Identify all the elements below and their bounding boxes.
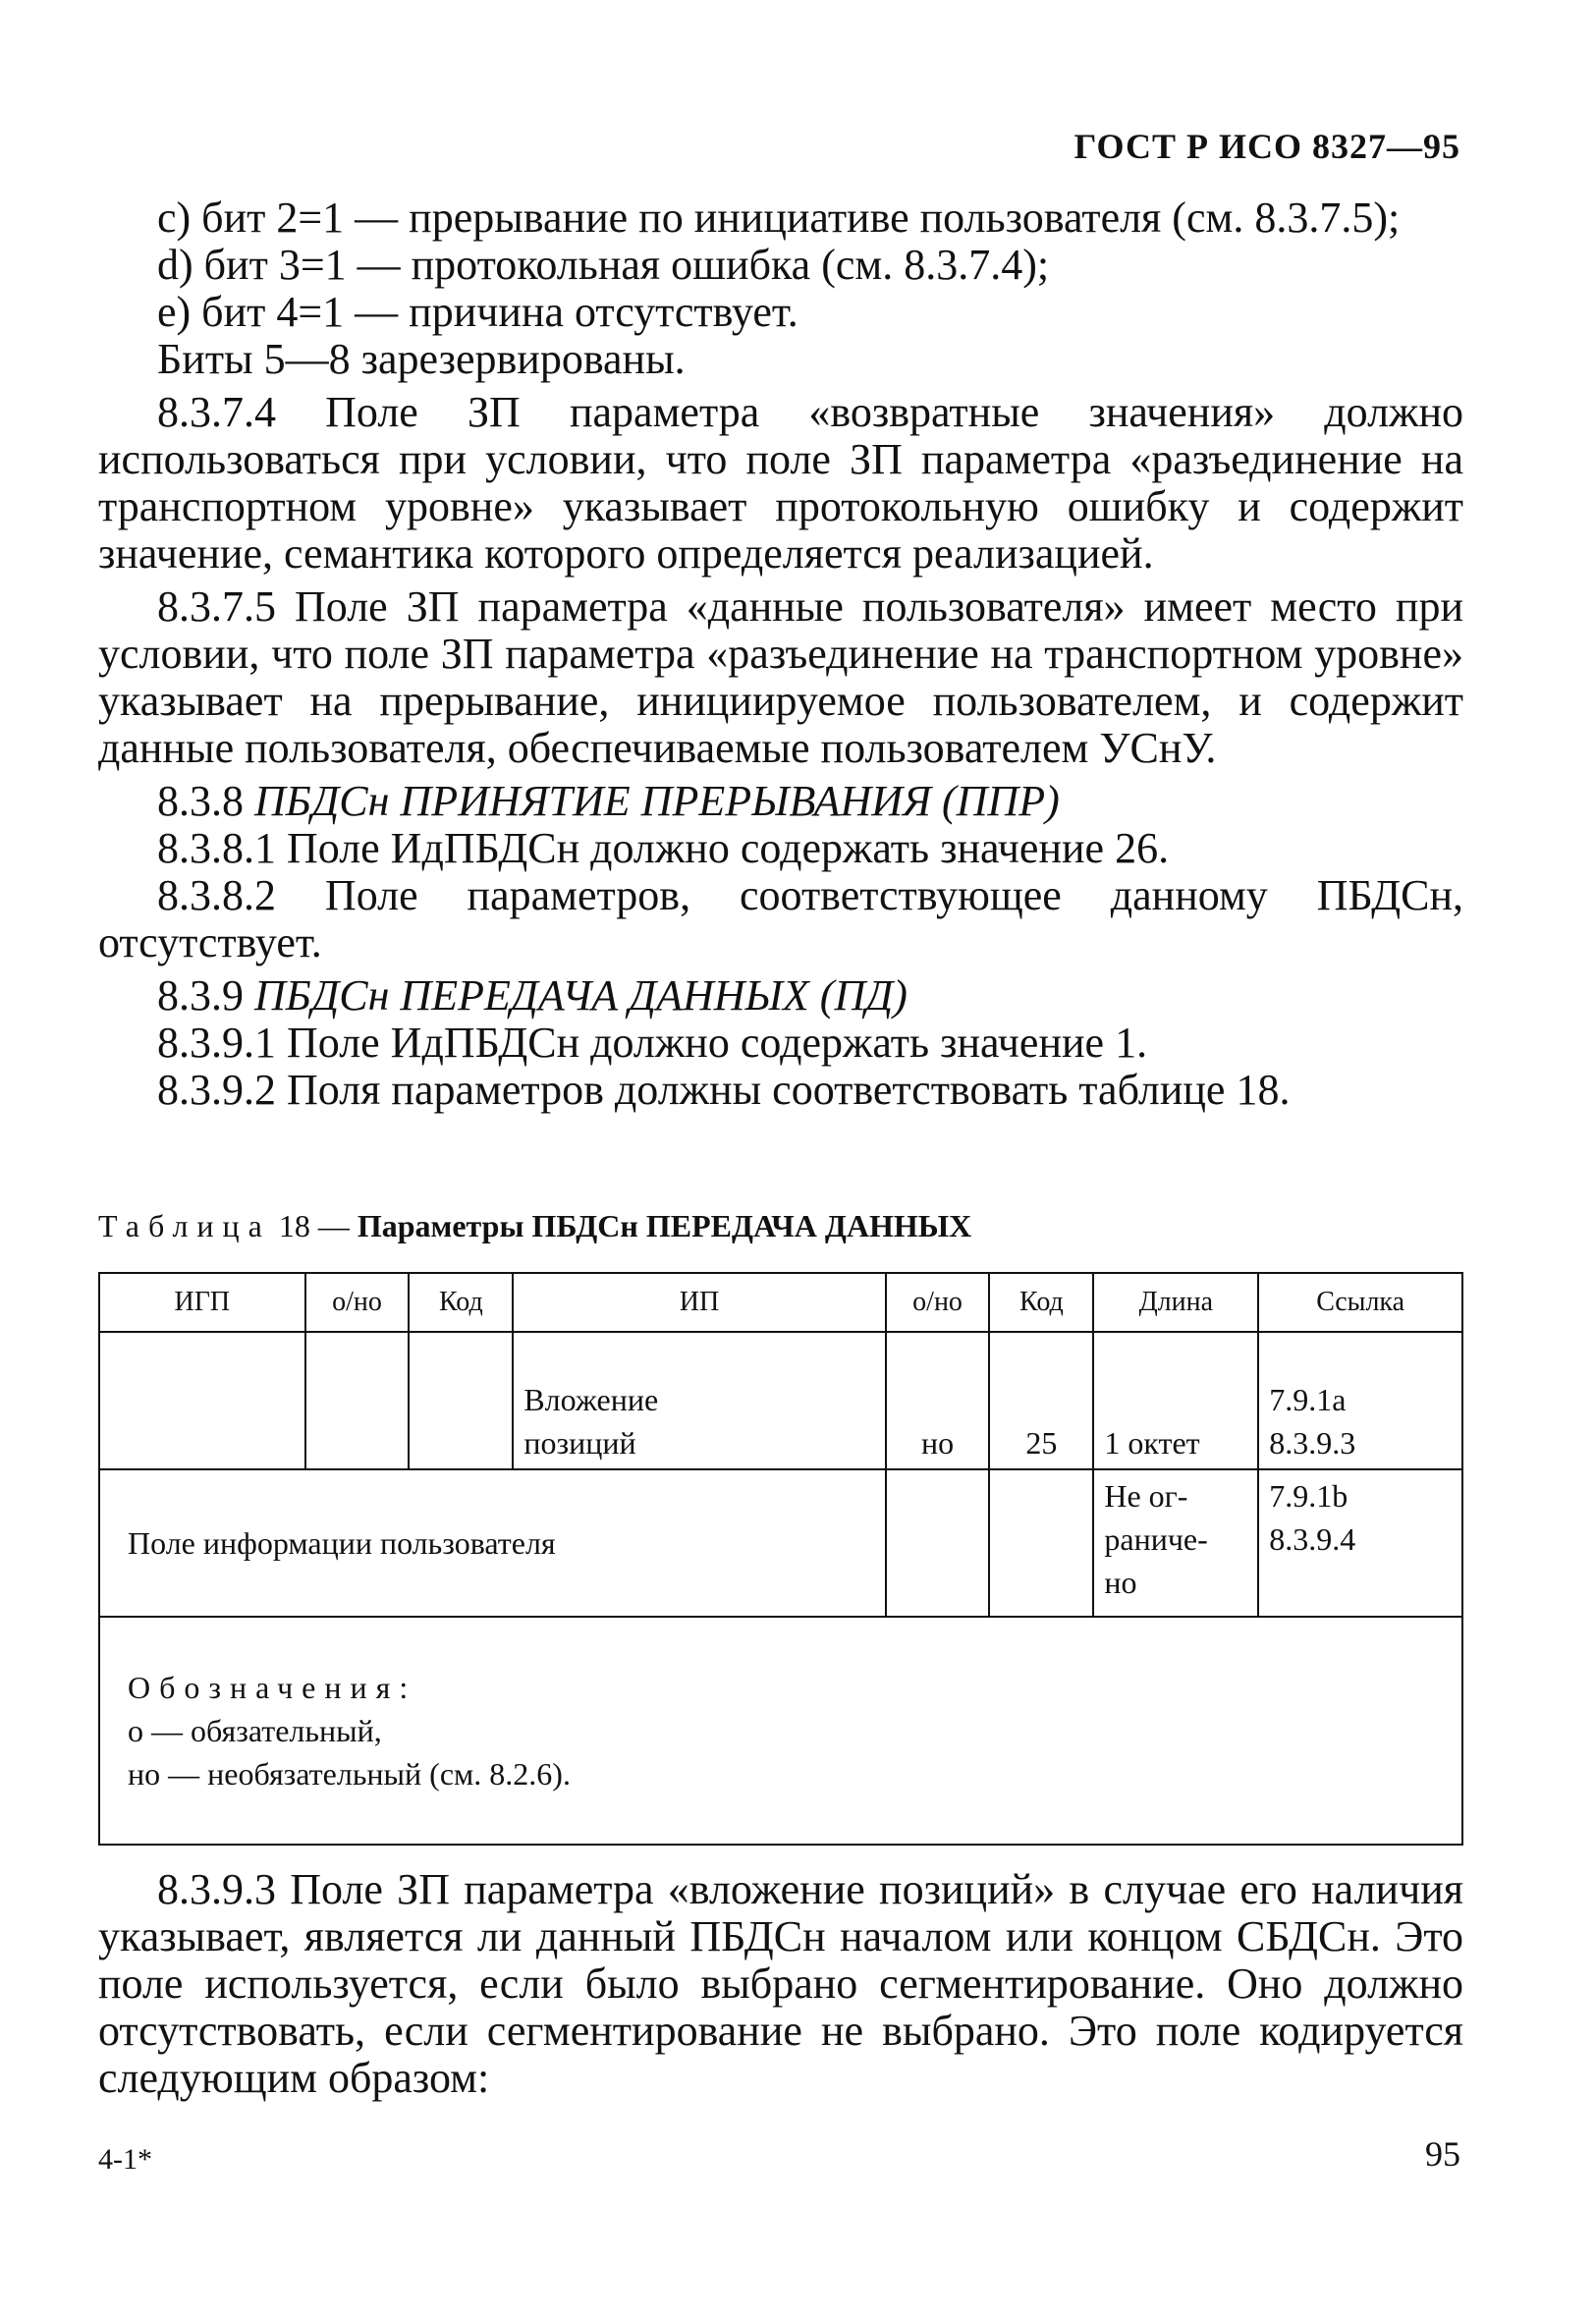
paragraph-8-3-7-5: 8.3.7.5 Поле ЗП параметра «данные пользователя» имеет место при условии, что поле ЗП параметра «разъединение на транспортном уровне» указывает на прерывание, инициируемое пользователем, и содержит данные пользователя, обеспечиваемые пользователем УСнУ.: [98, 582, 1463, 772]
cell-ip-line-2: позиций: [523, 1425, 636, 1461]
table-row: [99, 1332, 1462, 1469]
cell-empty: [99, 1332, 305, 1469]
cell-length: [1093, 1469, 1258, 1617]
table-caption-label: Таблица: [98, 1208, 271, 1243]
body-text-top: [98, 194, 1463, 1114]
heading-8-3-9: [98, 972, 1463, 1020]
table-caption: [98, 1208, 971, 1244]
list-item-e: e) бит 4=1 — причина отсутствует.: [157, 288, 798, 336]
heading-8-3-8-title: ПБДСн ПРИНЯТИЕ ПРЕРЫВАНИЯ (ППР): [254, 777, 1060, 825]
notes-line-2: но — необязательный (см. 8.2.6).: [128, 1756, 571, 1792]
cell-length-line-2: раниче-: [1104, 1521, 1208, 1557]
list-item-c: c) бит 2=1 — прерывание по инициативе пользователя (см. 8.3.7.5);: [157, 193, 1401, 242]
cell-length-line-3: но: [1104, 1565, 1137, 1600]
cell-reference: [1258, 1332, 1462, 1469]
paragraph-8-3-9-1: 8.3.9.1 Поле ИдПБДСн должно содержать значение 1.: [157, 1019, 1148, 1067]
document-header: ГОСТ Р ИСО 8327—95: [1073, 127, 1460, 166]
header-code-2: Код: [989, 1273, 1093, 1332]
footer-sheet-mark: 4-1*: [98, 2143, 152, 2176]
header-ono-2: о/но: [886, 1273, 990, 1332]
header-ono-1: о/но: [305, 1273, 410, 1332]
paragraph-8-3-9-3: 8.3.9.3 Поле ЗП параметра «вложение позиций» в случае его наличия указывает, является ли данный ПБДСн началом или концом СБДСн. Это поле используется, если было выбрано сегментирование. Оно должно отсутствовать, если сегментирование не выбрано. Это поле кодируется следующим образом:: [98, 1865, 1463, 2102]
paragraph-8-3-9-2: 8.3.9.2 Поля параметров должны соответствовать таблице 18.: [157, 1066, 1291, 1114]
cell-ip-line-1: Вложение: [523, 1382, 659, 1417]
cell-ip: [513, 1332, 885, 1469]
cell-empty: [409, 1332, 513, 1469]
paragraph-8-3-8-2: 8.3.8.2 Поле параметров, соответствующее данному ПБДСн, отсутствует.: [98, 871, 1463, 966]
page-number: 95: [1425, 2134, 1460, 2174]
table-header-row: [99, 1273, 1462, 1332]
cell-reference-line-2: 8.3.9.4: [1269, 1521, 1356, 1557]
cell-ono: но: [886, 1332, 990, 1469]
cell-code: 25: [989, 1332, 1093, 1469]
heading-8-3-8-number: 8.3.8: [157, 777, 244, 825]
heading-8-3-9-number: 8.3.9: [157, 971, 244, 1020]
table-caption-title: Параметры ПБДСн ПЕРЕДАЧА ДАННЫХ: [357, 1208, 972, 1243]
heading-8-3-8: [98, 778, 1463, 825]
cell-length-line-1: Не ог-: [1104, 1478, 1188, 1514]
paragraph-8-3-7-4: 8.3.7.4 Поле ЗП параметра «возвратные значения» должно использоваться при условии, что поле ЗП параметра «разъединение на транспортном уровне» указывает протокольную ошибку и содержит значение, семантика которого определяется реализацией.: [98, 388, 1463, 578]
cell-empty: [886, 1469, 990, 1617]
list-item-d: d) бит 3=1 — протокольная ошибка (см. 8.3.7.4);: [157, 241, 1050, 289]
cell-reference-line-1: 7.9.1a: [1269, 1382, 1347, 1417]
header-code-1: Код: [409, 1273, 513, 1332]
cell-user-info-label: Поле информации пользователя: [99, 1469, 886, 1617]
header-length: Длина: [1093, 1273, 1258, 1332]
cell-length: 1 октет: [1093, 1332, 1258, 1469]
cell-empty: [989, 1469, 1093, 1617]
cell-reference-line-2: 8.3.9.3: [1269, 1425, 1356, 1461]
parameters-table: [98, 1272, 1463, 1846]
cell-empty: [305, 1332, 410, 1469]
notes-title: Обозначения:: [128, 1670, 417, 1705]
cell-reference-line-1: 7.9.1b: [1269, 1478, 1348, 1514]
table-caption-number: 18 —: [278, 1208, 350, 1243]
paragraph-8-3-8-1: 8.3.8.1 Поле ИдПБДСн должно содержать значение 26.: [157, 824, 1170, 872]
table-row: [99, 1469, 1462, 1617]
table-notes: [99, 1617, 1462, 1845]
heading-8-3-9-title: ПБДСн ПЕРЕДАЧА ДАННЫХ (ПД): [254, 971, 908, 1020]
cell-reference: [1258, 1469, 1462, 1617]
notes-line-1: о — обязательный,: [128, 1713, 382, 1748]
body-text-bottom: [98, 1866, 1463, 2102]
bits-reserved-line: Биты 5—8 зарезервированы.: [157, 335, 686, 383]
header-reference: Ссылка: [1258, 1273, 1462, 1332]
header-igp: ИГП: [99, 1273, 305, 1332]
header-ip: ИП: [513, 1273, 885, 1332]
table-notes-row: [99, 1617, 1462, 1845]
